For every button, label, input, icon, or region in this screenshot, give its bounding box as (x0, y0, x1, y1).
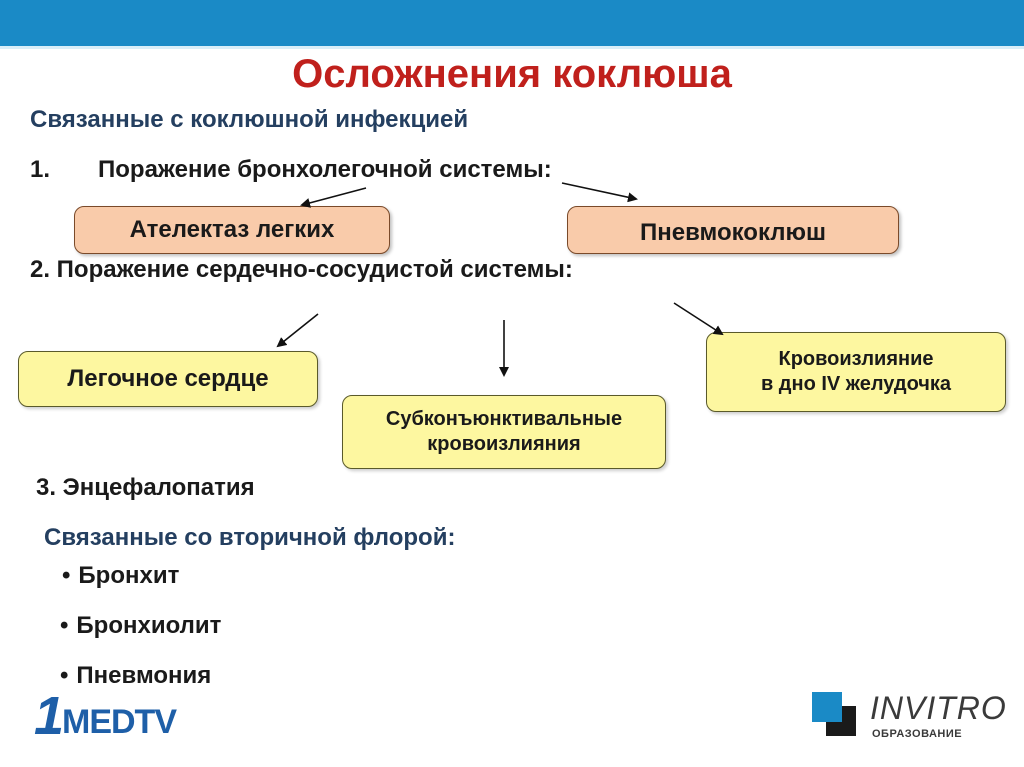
invitro-logo-subtitle: ОБРАЗОВАНИЕ (872, 728, 963, 740)
bullet-pneumonia (60, 662, 211, 690)
bullet-label-1: Бронхит (78, 562, 180, 589)
section-heading-infection: Связанные с коклюшной инфекцией (30, 106, 469, 133)
invitro-logo-name: INVITRO (870, 690, 1007, 726)
bullet-bronchiolitis (60, 612, 221, 640)
item-3-encephalopathy: 3. Энцефалопатия (36, 474, 255, 501)
medtv-logo-one: 1 (34, 686, 65, 746)
arrow-to-atelectasis (302, 188, 366, 205)
bullet-dot-1: • (62, 562, 71, 589)
bullet-dot-2: • (60, 612, 69, 639)
item-2-cardiovascular: 2. Поражение сердечно-сосудистой системы: (30, 256, 573, 283)
box-subconjunctival-line2: кровоизлияния (427, 433, 581, 455)
box-atelectasis: Ателектаз легких (74, 206, 390, 254)
invitro-logo (812, 690, 1007, 746)
box-ventricle-line2: в дно IV желудочка (760, 373, 952, 395)
bullet-label-2: Бронхиолит (76, 612, 222, 639)
bullet-dot-3: • (60, 662, 69, 689)
box-pulmonary-heart: Легочное сердце (18, 351, 318, 407)
item-1-number: 1. (30, 156, 51, 183)
section-heading-secondary-flora: Связанные со вторичной флорой: (44, 524, 456, 551)
item-1-bronchopulmonary: Поражение бронхолегочной системы: (98, 156, 552, 183)
box-pneumopertussis: Пневмококлюш (567, 206, 899, 254)
arrow-to-pulmonary-heart (278, 314, 318, 346)
box-ventricle-line1: Кровоизлияние (778, 348, 934, 370)
box-subconjunctival-line1: Субконъюнктивальные (385, 408, 623, 430)
bullet-bronchitis (62, 562, 179, 590)
slide-title: Осложнения коклюша (292, 52, 732, 96)
medtv-logo (34, 688, 194, 744)
medtv-logo-text: MEDTV (62, 703, 176, 741)
invitro-logo-blue-square (812, 692, 842, 722)
arrow-to-ventricle (674, 303, 722, 334)
bullet-label-3: Пневмония (76, 662, 212, 689)
arrow-to-pneumopertussis (562, 183, 636, 199)
